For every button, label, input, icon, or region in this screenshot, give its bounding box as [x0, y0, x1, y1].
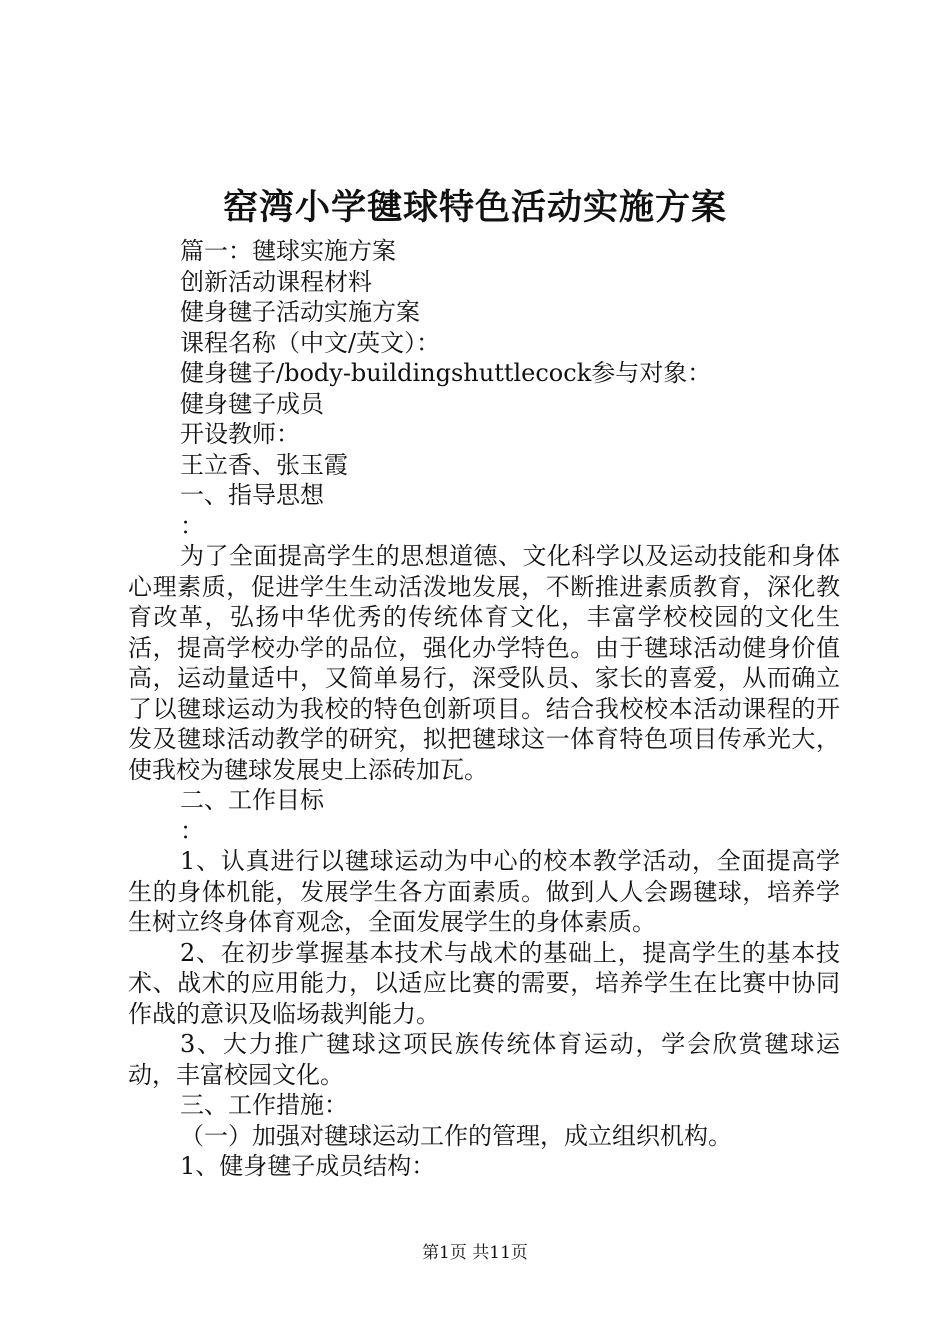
- header-line-course-name: 课程名称（中文/英文）：: [180, 328, 441, 357]
- section1-heading: 一、指导思想: [180, 481, 324, 509]
- header-line-teachers-label: 开设教师：: [180, 420, 300, 448]
- section2-colon: ：: [180, 816, 204, 845]
- header-line-teachers: 王立香、张玉霞: [180, 450, 348, 479]
- header-line-material: 创新活动课程材料: [180, 267, 372, 296]
- guiding-thought-paragraph: 为了全面提高学生的思想道德、文化科学以及运动技能和身体心理素质，促进学生生动活泼地发展，不断推进素质教育，深化教育改革，弘扬中华优秀的传统体育文化，丰富学校校园的文化生活，提高学校办学的品位，强化办学特色。由于毽球活动健身价值高，运动量适中，又简单易行，深受队员、家长的喜爱，从而确立了以毽球运动为我校的特色创新项目。结合我校校本活动课程的开发及毽球活动教学的研究，拟把毽球这一体育特色项目传承光大，使我校为毽球发展史上添砖加瓦。: [128, 542, 840, 784]
- section3-heading: 三、工作措施：: [180, 1091, 348, 1119]
- measure-1: （一）加强对毽球运动工作的管理，成立组织机构。: [180, 1121, 732, 1150]
- section1-colon: ：: [180, 511, 204, 540]
- goal-paragraph-3: 3、大力推广毽球这项民族传统体育运动，学会欣赏毽球运动，丰富校园文化。: [128, 1030, 840, 1089]
- header-line-participants: 健身毽子成员: [180, 389, 324, 418]
- header-line-plan-name: 健身毽子活动实施方案: [180, 298, 420, 326]
- header-line-course-english: 健身毽子/body-buildingshuttlecock参与对象：: [180, 359, 712, 387]
- section2-heading: 二、工作目标: [180, 786, 324, 814]
- header-line-article: 篇一：毽球实施方案: [180, 237, 396, 265]
- measure-1-1: 1、健身毽子成员结构：: [180, 1152, 436, 1180]
- goal-paragraph-2: 2、在初步掌握基本技术与战术的基础上，提高学生的基本技术、战术的应用能力，以适应比赛的需要，培养学生在比赛中协同作战的意识及临场裁判能力。: [128, 938, 840, 1028]
- page-footer: 第1页 共11页: [422, 1243, 528, 1263]
- goal-paragraph-1: 1、认真进行以毽球运动为中心的校本教学活动，全面提高学生的身体机能，发展学生各方面素质。做到人人会踢毽球，培养学生树立终身体育观念，全面发展学生的身体素质。: [128, 847, 840, 936]
- document-body: [128, 236, 840, 1182]
- document-title: 窑湾小学毽球特色活动实施方案: [222, 187, 727, 228]
